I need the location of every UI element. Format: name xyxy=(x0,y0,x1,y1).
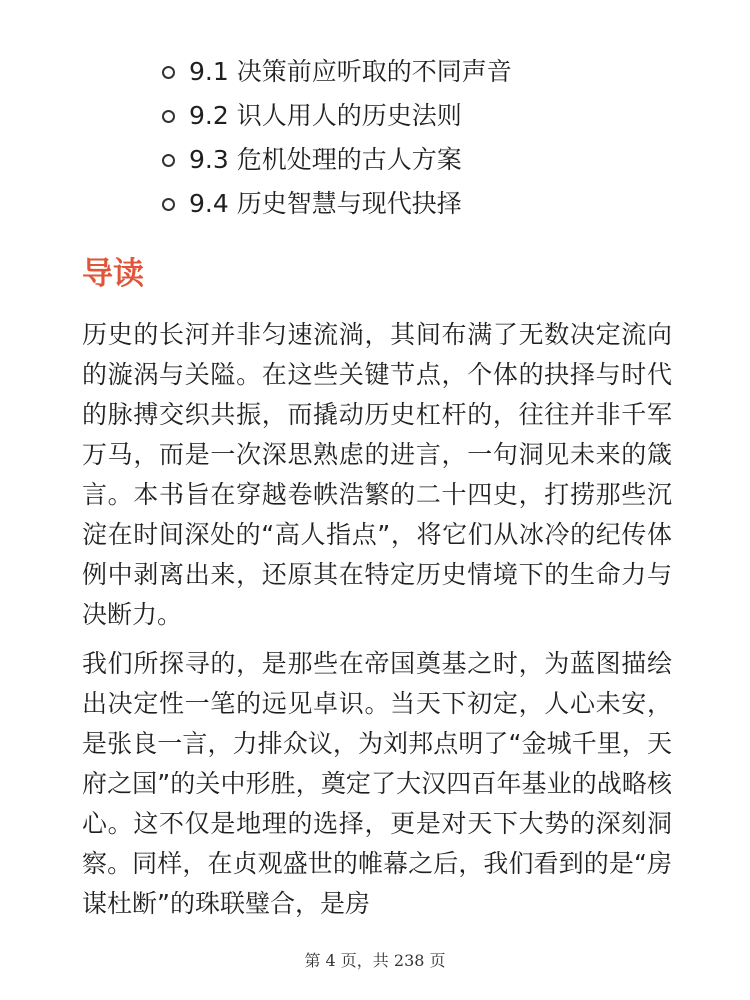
hollow-circle-bullet-icon xyxy=(162,110,175,123)
page-number-footer: 第 4 页，共 238 页 xyxy=(304,951,446,970)
hollow-circle-bullet-icon xyxy=(162,198,175,211)
toc-item[interactable] xyxy=(160,94,720,138)
hollow-circle-bullet-icon xyxy=(162,66,175,79)
toc-item[interactable] xyxy=(160,182,720,226)
hollow-circle-bullet-icon xyxy=(162,154,175,167)
body-paragraph: 历史的长河并非匀速流淌，其间布满了无数决定流向的漩涡与关隘。在这些关键节点，个体的抉择与时代的脉搏交织共振，而撬动历史杠杆的，往往并非千军万马，而是一次深思熟虑的进言，一句洞见未来的箴言。本书旨在穿越卷帙浩繁的二十四史，打捞那些沉淀在时间深处的“高人指点”，将它们从冰冷的纪传体例中剥离出来，还原其在特定历史情境下的生命力与决断力。 xyxy=(82,320,672,629)
toc-item-number: 9.2 xyxy=(189,101,229,130)
toc-item[interactable] xyxy=(160,50,720,94)
section-heading: 导读 xyxy=(82,256,144,292)
toc-item-title: 决策前应听取的不同声音 xyxy=(236,57,512,86)
toc-item-title: 危机处理的古人方案 xyxy=(236,145,462,174)
toc-item-title: 历史智慧与现代抉择 xyxy=(236,189,462,218)
toc-item-number: 9.3 xyxy=(189,145,229,174)
toc-item[interactable] xyxy=(160,138,720,182)
toc-item-title: 识人用人的历史法则 xyxy=(236,101,462,130)
toc-item-number: 9.1 xyxy=(189,57,229,86)
body-paragraph: 我们所探寻的，是那些在帝国奠基之时，为蓝图描绘出决定性一笔的远见卓识。当天下初定，人心未安，是张良一言，力排众议，为刘邦点明了“金城千里，天府之国”的关中形胜，奠定了大汉四百年基业的战略核心。这不仅是地理的选择，更是对天下大势的深刻洞察。同样，在贞观盛世的帷幕之后，我们看到的是“房谋杜断”的珠联璧合，是房 xyxy=(82,649,672,918)
table-of-contents xyxy=(160,50,720,226)
toc-item-number: 9.4 xyxy=(189,189,229,218)
